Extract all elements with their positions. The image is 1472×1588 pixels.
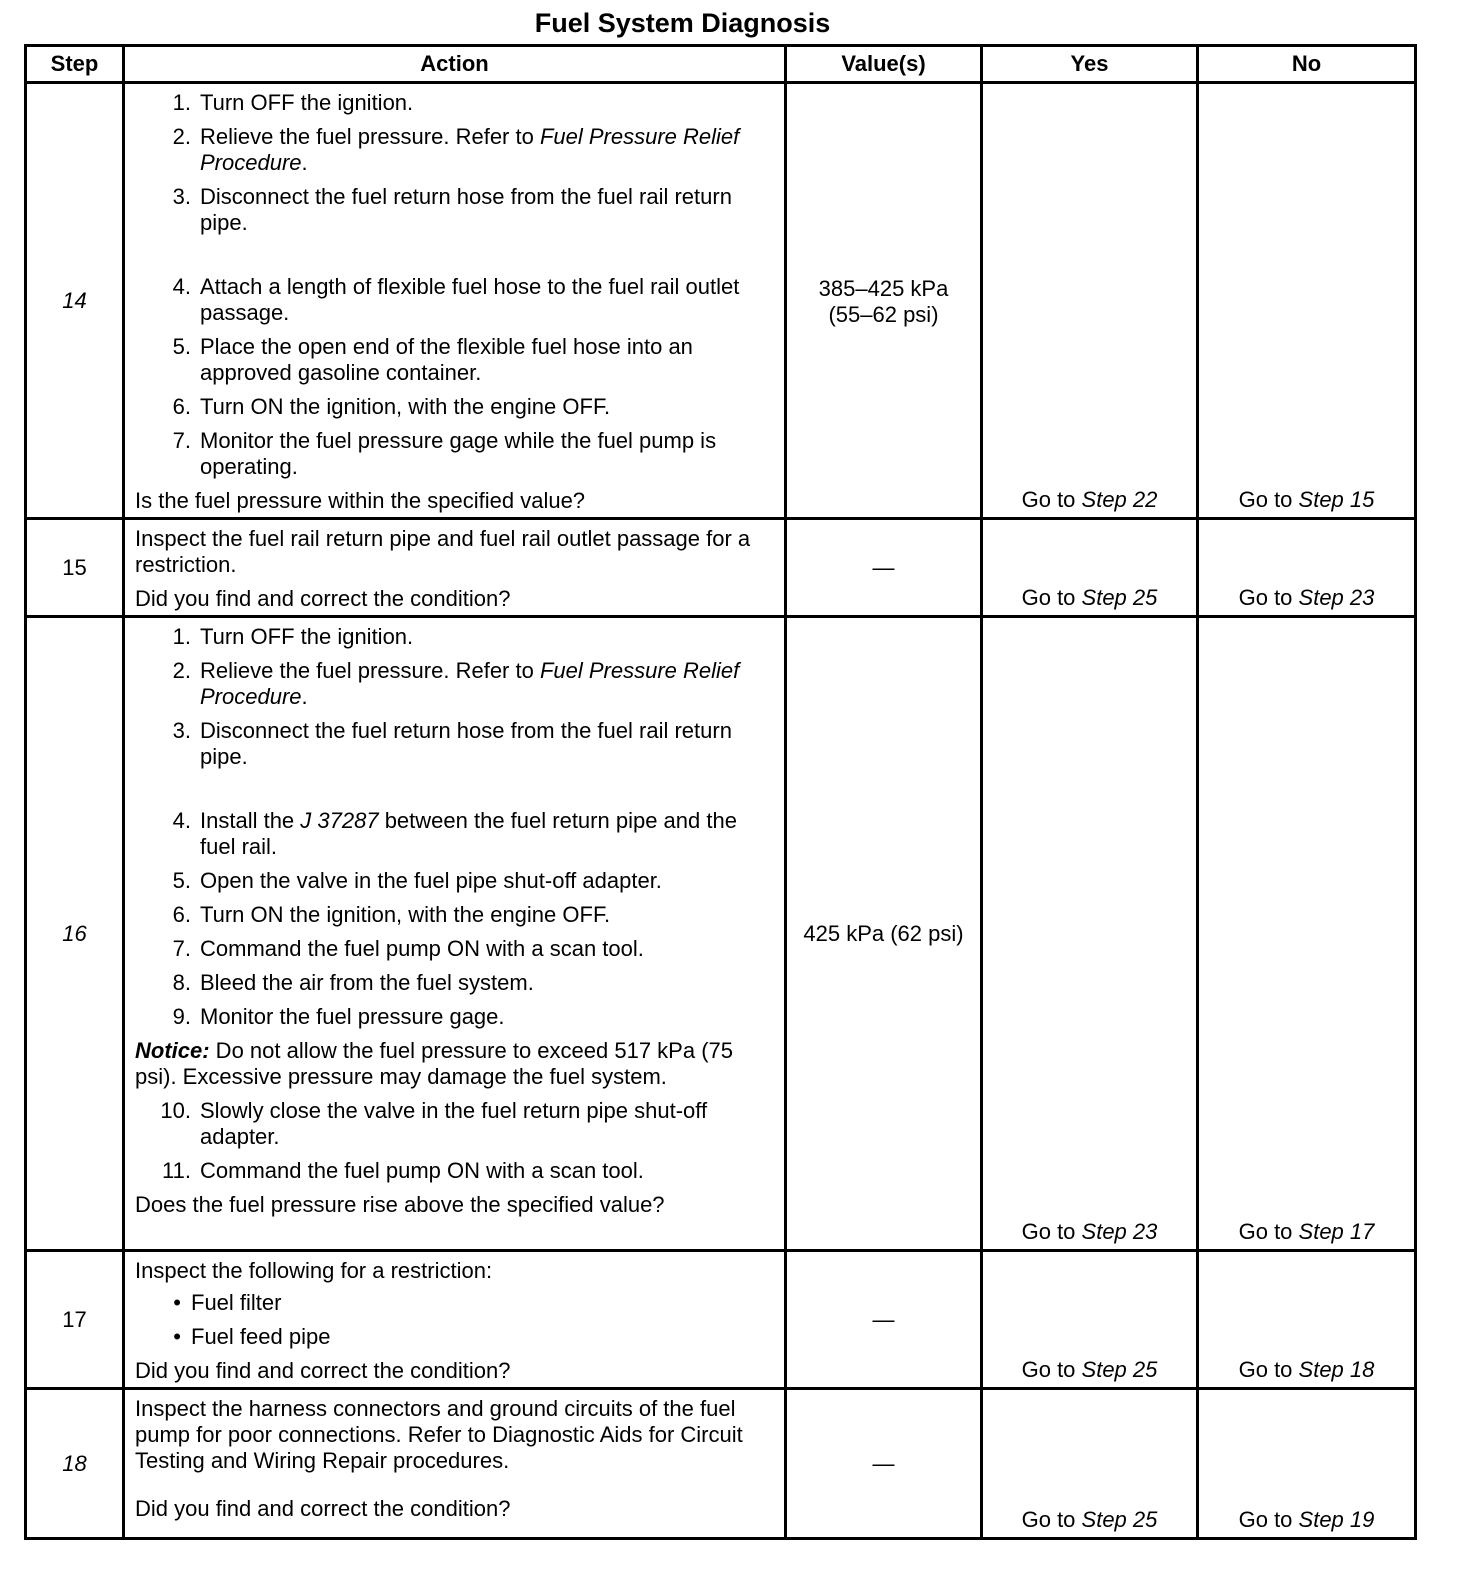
header-row [26,46,1416,83]
action-cell [124,617,786,1251]
reference-link: Fuel Pressure Relief Procedure [200,124,740,175]
reference-link: Fuel Pressure Relief Procedure [200,658,740,709]
table-row-step-16 [26,617,1416,1251]
action-cell: Inspect the following for a restriction: • Fuel filter • Fuel feed pipe Did you find and correct the condition? [124,1251,786,1389]
value-cell: 425 kPa (62 psi) [786,617,982,1251]
list-item: 1. Turn OFF the ignition. [172,624,414,649]
header-yes: Yes [982,46,1198,83]
list-item: 10. Slowly close the valve in the fuel return pipe shut-off adapter. [160,1098,708,1149]
list-item: 5. Open the valve in the fuel pipe shut-off adapter. [172,868,662,893]
bullet-item: • Fuel filter [173,1290,282,1315]
table-row-step-14 [26,83,1416,519]
step-number: 14 [26,83,124,519]
list-item: 6. Turn ON the ignition, with the engine OFF. [172,394,611,419]
page-title: Fuel System Diagnosis [534,8,831,38]
list-item: 2. Relieve the fuel pressure. Refer to Fuel Pressure Relief Procedure. [172,124,740,175]
bullet-item: • Fuel feed pipe [173,1324,331,1349]
question: Did you find and correct the condition? [135,586,511,611]
list-item: 11. Command the fuel pump ON with a scan tool. [162,1158,644,1183]
no-cell: Go to Step 23 [1198,519,1416,617]
value-cell: — [786,519,982,617]
yes-cell: Go to Step 23 [982,617,1198,1251]
list-item: 7. Command the fuel pump ON with a scan tool. [172,936,644,961]
header-action: Action [124,46,786,83]
list-item: 3. Disconnect the fuel return hose from the fuel rail return pipe. [172,184,732,235]
diagnosis-table [24,44,1417,1540]
step-number: 16 [26,617,124,1251]
table-row-step-18 [26,1389,1416,1539]
header-values: Value(s) [786,46,982,83]
list-item: 6. Turn ON the ignition, with the engine OFF. [172,902,611,927]
question: Did you find and correct the condition? [135,1358,511,1383]
question: Is the fuel pressure within the specified value? [135,488,586,513]
step-number: 15 [26,519,124,617]
yes-cell: Go to Step 22 [982,83,1198,519]
tool-reference: J 37287 [300,808,379,833]
action-cell [124,83,786,519]
action-cell: Inspect the harness connectors and ground circuits of the fuel pump for poor connections. Refer to Diagnostic Aids for Circuit Testing and Wiring Repair procedures. Did you find and correct the condition? [124,1389,786,1539]
action-cell: Inspect the fuel rail return pipe and fuel rail outlet passage for a restriction. Did you find and correct the condition? [124,519,786,617]
value-cell: 385–425 kPa (55–62 psi) [786,83,982,519]
no-cell: Go to Step 17 [1198,617,1416,1251]
list-item: 1. Turn OFF the ignition. [172,90,414,115]
header-no: No [1198,46,1416,83]
value-cell: — [786,1389,982,1539]
list-item: 2. Relieve the fuel pressure. Refer to Fuel Pressure Relief Procedure. [172,658,740,709]
list-item: 9. Monitor the fuel pressure gage. [172,1004,505,1029]
step-number: 18 [26,1389,124,1539]
yes-cell: Go to Step 25 [982,519,1198,617]
list-item: 5. Place the open end of the flexible fuel hose into an approved gasoline container. [172,334,693,385]
yes-cell: Go to Step 25 [982,1251,1198,1389]
list-item: 4. Install the J 37287 between the fuel return pipe and the fuel rail. [172,808,737,859]
list-item: 4. Attach a length of flexible fuel hose to the fuel rail outlet passage. [172,274,740,325]
list-item: 8. Bleed the air from the fuel system. [172,970,534,995]
question: Does the fuel pressure rise above the specified value? [135,1192,665,1217]
question: Did you find and correct the condition? [135,1496,511,1521]
no-cell: Go to Step 19 [1198,1389,1416,1539]
list-item: 3. Disconnect the fuel return hose from the fuel rail return pipe. [172,718,732,769]
header-step: Step [26,46,124,83]
table-row-step-15 [26,519,1416,617]
step-number: 17 [26,1251,124,1389]
no-cell: Go to Step 18 [1198,1251,1416,1389]
list-item: 7. Monitor the fuel pressure gage while the fuel pump is operating. [172,428,717,479]
yes-cell: Go to Step 25 [982,1389,1198,1539]
value-cell: — [786,1251,982,1389]
no-cell: Go to Step 15 [1198,83,1416,519]
table-row-step-17 [26,1251,1416,1389]
notice: Notice: Do not allow the fuel pressure to exceed 517 kPa (75 psi). Excessive pressure may damage the fuel system. [135,1038,733,1089]
